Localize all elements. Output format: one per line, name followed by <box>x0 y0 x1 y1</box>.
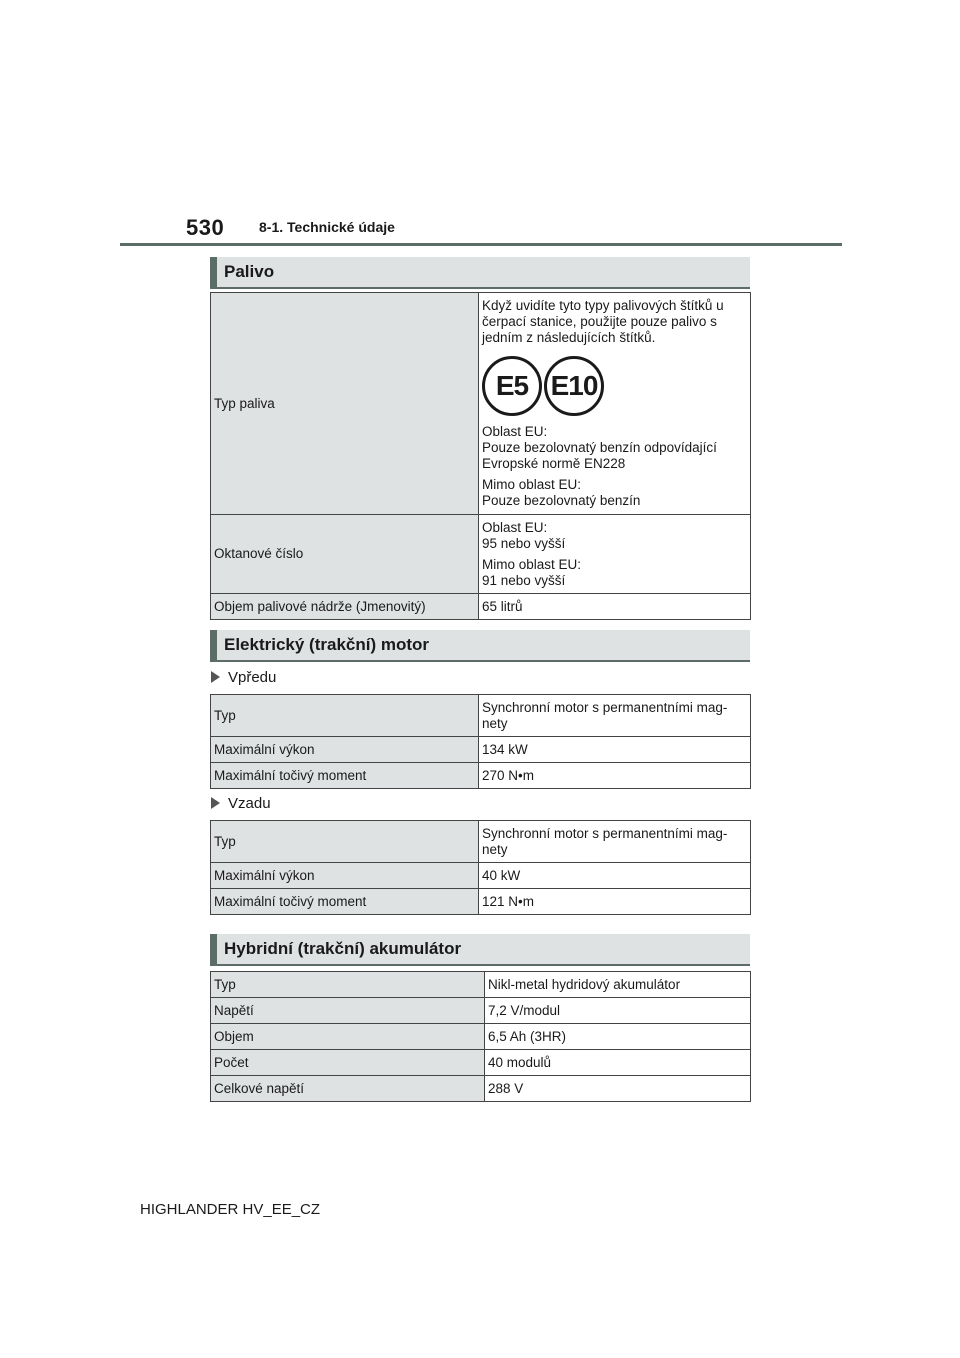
eu-heading: Oblast EU: <box>482 424 548 439</box>
table-row <box>211 763 751 789</box>
section-heading-battery: Hybridní (trakční) akumulátor <box>210 934 750 966</box>
motor-front-table <box>210 694 751 789</box>
table-row <box>211 515 751 594</box>
battery-voltage-value: 7,2 V/modul <box>485 998 751 1024</box>
motor-front-type-value: Synchronní motor s permanentními mag-nety <box>479 695 751 737</box>
octane-noneu-heading: Mimo oblast EU: <box>482 556 582 572</box>
octane-label: Oktanové číslo <box>211 515 479 594</box>
footer-model-code: HIGHLANDER HV_EE_CZ <box>140 1201 321 1218</box>
noneu-heading: Mimo oblast EU: <box>482 477 582 492</box>
triangle-bullet-icon <box>211 797 220 809</box>
subheading-front-text: Vpředu <box>228 669 277 686</box>
motor-rear-power-label: Maximální výkon <box>211 863 479 889</box>
tank-value: 65 litrů <box>479 594 751 620</box>
table-row <box>211 594 751 620</box>
battery-capacity-label: Objem <box>211 1024 485 1050</box>
noneu-text: Pouze bezolovnatý benzín <box>482 493 641 508</box>
octane-eu-value: 95 nebo vyšší <box>482 535 566 551</box>
table-row <box>211 863 751 889</box>
motor-front-type-label: Typ <box>211 695 479 737</box>
triangle-bullet-icon <box>211 671 220 683</box>
section-heading-motor: Elektrický (trakční) motor <box>210 630 750 662</box>
table-row <box>211 1050 751 1076</box>
battery-type-label: Typ <box>211 972 485 998</box>
fuel-table <box>210 292 751 620</box>
subheading-front <box>211 669 276 686</box>
battery-count-label: Počet <box>211 1050 485 1076</box>
motor-front-torque-value: 270 N•m <box>479 763 751 789</box>
motor-rear-table <box>210 820 751 915</box>
battery-capacity-value: 6,5 Ah (3HR) <box>485 1024 751 1050</box>
motor-rear-torque-label: Maximální točivý moment <box>211 889 479 915</box>
page-number: 530 <box>186 215 225 240</box>
table-row <box>211 1076 751 1102</box>
subheading-rear-text: Vzadu <box>228 795 271 812</box>
subheading-rear <box>211 795 271 812</box>
fuel-labels <box>482 356 747 416</box>
motor-rear-type-value: Synchronní motor s permanentními mag-nety <box>479 821 751 863</box>
fuel-type-value <box>479 293 751 515</box>
motor-front-power-label: Maximální výkon <box>211 737 479 763</box>
battery-type-value: Nikl-metal hydridový akumulátor <box>485 972 751 998</box>
fuel-type-label: Typ paliva <box>211 293 479 515</box>
motor-front-power-value: 134 kW <box>479 737 751 763</box>
table-row <box>211 972 751 998</box>
battery-table <box>210 971 751 1102</box>
e10-fuel-label-icon: E10 <box>544 356 604 416</box>
table-row <box>211 293 751 515</box>
section-heading-fuel: Palivo <box>210 257 750 289</box>
table-row <box>211 821 751 863</box>
eu-text: Pouze bezolovnatý benzín odpovídající Evropské normě EN228 <box>482 440 717 471</box>
motor-rear-torque-value: 121 N•m <box>479 889 751 915</box>
table-row <box>211 737 751 763</box>
table-row <box>211 889 751 915</box>
fuel-type-intro: Když uvidíte tyto typy palivových štítků u čerpací stanice, použijte pouze palivo s jedním z následujících štítků. <box>482 298 724 345</box>
battery-count-value: 40 modulů <box>485 1050 751 1076</box>
battery-voltage-label: Napětí <box>211 998 485 1024</box>
motor-rear-power-value: 40 kW <box>479 863 751 889</box>
octane-noneu-value: 91 nebo vyšší <box>482 572 566 588</box>
tank-label: Objem palivové nádrže (Jmenovitý) <box>211 594 479 620</box>
header-rule <box>120 243 842 246</box>
table-row <box>211 695 751 737</box>
motor-front-torque-label: Maximální točivý moment <box>211 763 479 789</box>
battery-total-voltage-value: 288 V <box>485 1076 751 1102</box>
motor-rear-type-label: Typ <box>211 821 479 863</box>
battery-total-voltage-label: Celkové napětí <box>211 1076 485 1102</box>
octane-value <box>479 515 751 594</box>
chapter-title: 8-1. Technické údaje <box>259 219 395 235</box>
table-row <box>211 1024 751 1050</box>
e5-fuel-label-icon: E5 <box>482 356 542 416</box>
table-row <box>211 998 751 1024</box>
octane-eu-heading: Oblast EU: <box>482 519 548 535</box>
